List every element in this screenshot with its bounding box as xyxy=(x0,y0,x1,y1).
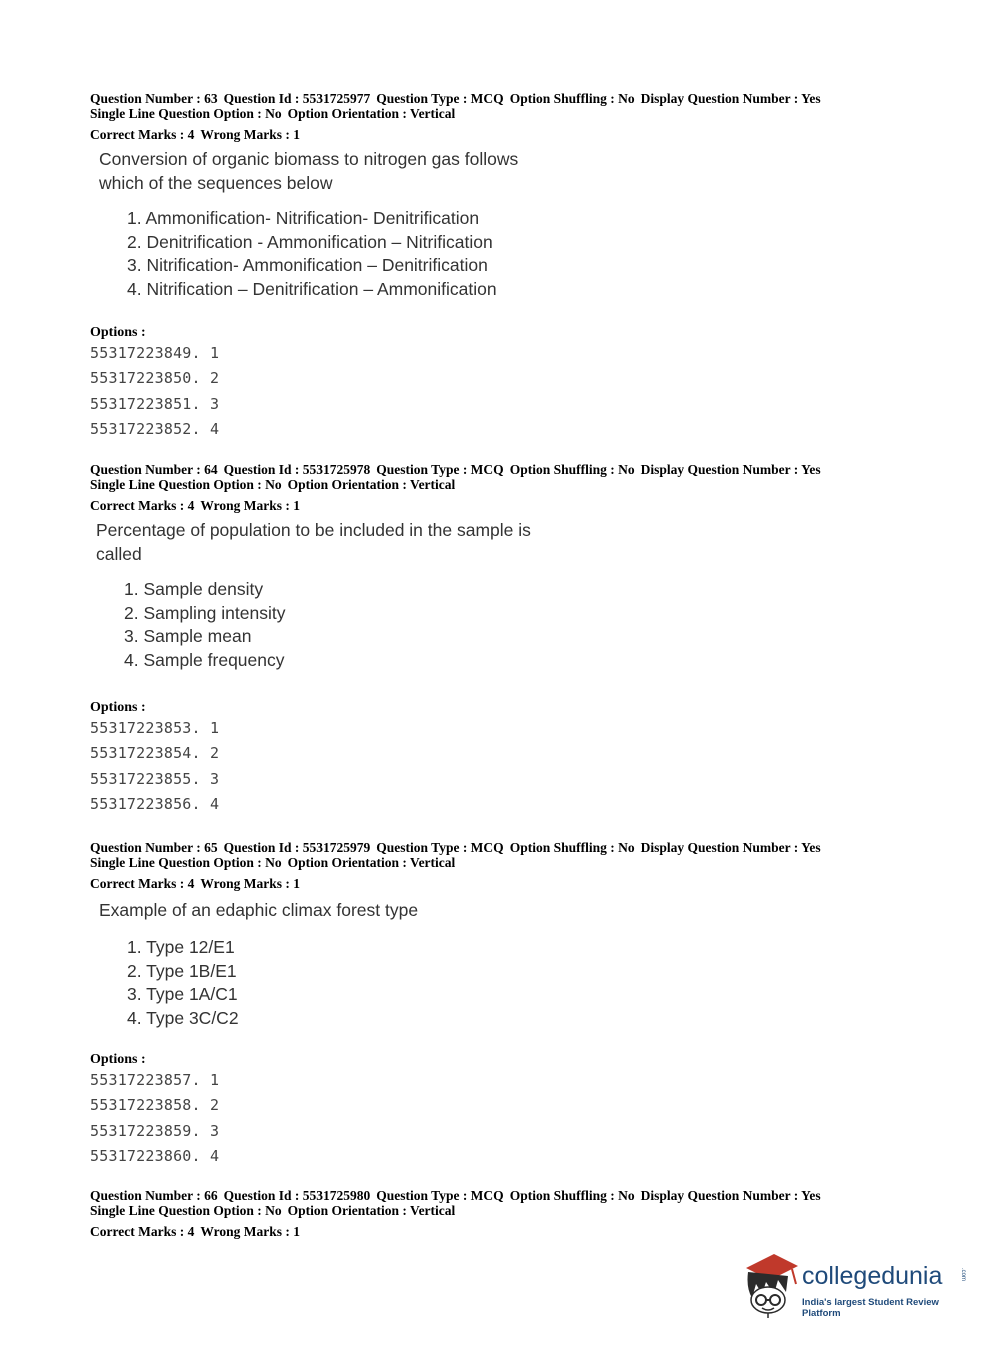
logo-tagline: India's largest Student Review Platform xyxy=(802,1297,939,1319)
answer-choices xyxy=(90,936,950,1030)
question-text: Percentage of population to be included in the sample is called xyxy=(96,520,531,564)
answer-choice: 3. Sample mean xyxy=(124,626,252,646)
option-id: 55317223860. 4 xyxy=(90,1146,220,1165)
collegedunia-logo[interactable] xyxy=(740,1250,970,1320)
question-marks: Correct Marks : 4 Wrong Marks : 1 xyxy=(90,1224,300,1239)
question-text: Conversion of organic biomass to nitrogen gas follows which of the sequences below xyxy=(99,149,519,193)
option-id: 55317223852. 4 xyxy=(90,419,220,438)
question-meta: Question Number : 65 Question Id : 5531725979 Question Type : MCQ Option Shuffling : No Display Question Number : Yes Single Line Question Option : No Option Orientation : Vertical xyxy=(90,840,821,870)
answer-choice: 2. Sampling intensity xyxy=(124,602,286,623)
question-block-63 xyxy=(90,92,950,442)
question-marks: Correct Marks : 4 Wrong Marks : 1 xyxy=(90,876,300,891)
question-text: Example of an edaphic climax forest type xyxy=(99,900,419,920)
answer-choice: 3. Type 1A/C1 xyxy=(127,984,238,1004)
options-label: Options : xyxy=(90,700,146,715)
question-block-64 xyxy=(90,463,950,817)
question-meta: Question Number : 63 Question Id : 5531725977 Question Type : MCQ Option Shuffling : No Display Question Number : Yes Single Line Question Option : No Option Orientation : Vertical xyxy=(90,91,821,121)
option-id: 55317223859. 3 xyxy=(90,1121,220,1140)
question-meta: Question Number : 66 Question Id : 5531725980 Question Type : MCQ Option Shuffling : No Display Question Number : Yes Single Line Question Option : No Option Orientation : Vertical xyxy=(90,1188,821,1218)
question-block-65 xyxy=(90,841,950,1169)
answer-choice: 4. Nitrification – Denitrification – Ammonification xyxy=(127,278,497,299)
question-meta: Question Number : 64 Question Id : 5531725978 Question Type : MCQ Option Shuffling : No Display Question Number : Yes Single Line Question Option : No Option Orientation : Vertical xyxy=(90,462,821,492)
option-id: 55317223855. 3 xyxy=(90,769,220,788)
logo-brand-text: collegedunia xyxy=(802,1262,943,1290)
answer-choice: 3. Nitrification- Ammonification – Denitrification xyxy=(127,255,488,275)
answer-choice: 2. Type 1B/E1 xyxy=(127,960,237,981)
option-id: 55317223849. 1 xyxy=(90,344,220,362)
option-id: 55317223851. 3 xyxy=(90,394,220,413)
answer-choice: 4. Type 3C/C2 xyxy=(127,1007,239,1028)
option-id: 55317223850. 2 xyxy=(90,369,220,388)
option-id: 55317223853. 1 xyxy=(90,719,220,737)
answer-choice: 1. Ammonification- Nitrification- Denitrification xyxy=(127,208,480,228)
answer-choice: 2. Denitrification - Ammonification – Nitrification xyxy=(127,231,493,252)
mascot-icon xyxy=(740,1250,802,1320)
question-block-66 xyxy=(90,1189,950,1240)
answer-choices xyxy=(90,578,950,672)
option-id: 55317223854. 2 xyxy=(90,744,220,763)
option-id: 55317223858. 2 xyxy=(90,1096,220,1115)
answer-choice: 1. Type 12/E1 xyxy=(127,937,235,957)
options-label: Options : xyxy=(90,325,146,340)
option-id: 55317223856. 4 xyxy=(90,794,220,813)
answer-choice: 4. Sample frequency xyxy=(124,649,285,670)
question-marks: Correct Marks : 4 Wrong Marks : 1 xyxy=(90,127,300,142)
logo-dotcom-text: .com xyxy=(960,1268,966,1282)
question-marks: Correct Marks : 4 Wrong Marks : 1 xyxy=(90,498,300,513)
option-id: 55317223857. 1 xyxy=(90,1071,220,1089)
options-label: Options : xyxy=(90,1052,146,1067)
answer-choices xyxy=(90,207,950,301)
answer-choice: 1. Sample density xyxy=(124,579,264,599)
